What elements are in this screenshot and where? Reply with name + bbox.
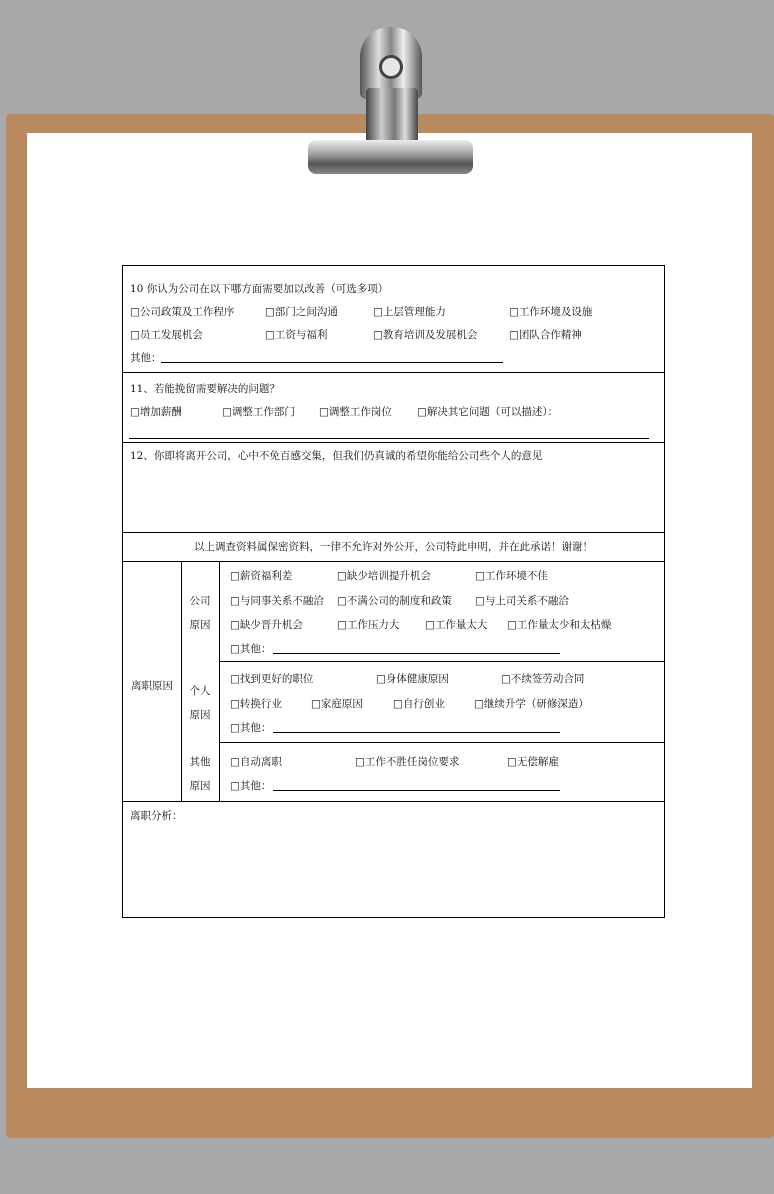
q10-option[interactable]: □部门之间沟通 [265, 306, 338, 318]
company-option[interactable]: □工作量太大 [425, 619, 488, 631]
clip-hole [379, 55, 403, 79]
q10-option[interactable]: □上层管理能力 [373, 306, 446, 318]
q10-option[interactable]: □教育培训及发展机会 [373, 329, 478, 341]
divider [123, 561, 664, 562]
q11-option[interactable]: □增加薪酬 [130, 406, 182, 418]
analysis-label: 离职分析： [130, 810, 183, 822]
company-option[interactable]: □与同事关系不融洽 [230, 595, 324, 607]
divider [219, 742, 664, 743]
personal-reason-label: 原因 [189, 709, 211, 721]
q11-option[interactable]: □调整工作岗位 [319, 406, 392, 418]
clip-stem [366, 88, 418, 146]
other-option[interactable]: □工作不胜任岗位要求 [355, 756, 460, 768]
q11-option[interactable]: □调整工作部门 [222, 406, 295, 418]
personal-reason-label: 个人 [189, 685, 211, 697]
q10-option[interactable]: □团队合作精神 [509, 329, 582, 341]
q12-title: 12、你即将离开公司，心中不免百感交集，但我们仍真诚的希望你能给公司些个人的意见 [130, 450, 543, 462]
company-option[interactable]: □与上司关系不融洽 [475, 595, 569, 607]
divider [123, 532, 664, 533]
q11-title: 11、若能挽留需要解决的问题？ [130, 383, 280, 395]
personal-option[interactable]: □身体健康原因 [376, 673, 449, 685]
confidential-notice: 以上调查资料属保密资料，一律不允许对外公开，公司特此申明，并在此承诺！谢谢！ [194, 541, 593, 553]
other-reason-label: 其他 [189, 756, 211, 768]
other-option[interactable]: □自动离职 [230, 756, 282, 768]
divider [123, 372, 664, 373]
q10-title: 10 你认为公司在以下哪方面需要加以改善（可选多项） [130, 283, 389, 295]
other-other-label: □其他： [230, 780, 272, 792]
company-option[interactable]: □薪资福利差 [230, 570, 293, 582]
company-other-field[interactable] [273, 653, 560, 654]
q10-option[interactable]: □工作环境及设施 [509, 306, 593, 318]
company-reason-label: 原因 [189, 619, 211, 631]
company-option[interactable]: □工作量太少和太枯燥 [507, 619, 612, 631]
divider [123, 442, 664, 443]
q10-other-field[interactable] [161, 362, 503, 363]
company-option[interactable]: □缺少晋升机会 [230, 619, 303, 631]
exit-survey-form [122, 265, 665, 918]
company-other-label: □其他： [230, 643, 272, 655]
q10-other-label: 其他： [130, 352, 162, 364]
personal-option[interactable]: □自行创业 [393, 698, 445, 710]
personal-option[interactable]: □找到更好的职位 [230, 673, 314, 685]
other-option[interactable]: □无偿解雇 [507, 756, 559, 768]
company-option[interactable]: □不满公司的制度和政策 [337, 595, 452, 607]
divider [123, 801, 664, 802]
other-reason-label: 原因 [189, 780, 211, 792]
q11-option[interactable]: □解决其它问题（可以描述）： [417, 406, 559, 418]
q10-option[interactable]: □员工发展机会 [130, 329, 203, 341]
divider [219, 561, 220, 801]
q11-describe-field[interactable] [129, 438, 649, 439]
company-option[interactable]: □工作压力大 [337, 619, 400, 631]
company-reason-label: 公司 [189, 595, 211, 607]
personal-option[interactable]: □继续升学（研修深造） [474, 698, 589, 710]
personal-other-field[interactable] [273, 732, 560, 733]
other-other-field[interactable] [273, 790, 560, 791]
q10-option[interactable]: □公司政策及工作程序 [130, 306, 235, 318]
personal-option[interactable]: □转换行业 [230, 698, 282, 710]
clip-base [308, 140, 473, 174]
personal-option[interactable]: □不续签劳动合同 [501, 673, 585, 685]
divider [219, 661, 664, 662]
personal-other-label: □其他： [230, 722, 272, 734]
company-option[interactable]: □缺少培训提升机会 [337, 570, 431, 582]
company-option[interactable]: □工作环境不佳 [475, 570, 548, 582]
personal-option[interactable]: □家庭原因 [311, 698, 363, 710]
reasons-label: 离职原因 [131, 680, 173, 692]
q10-option[interactable]: □工资与福利 [265, 329, 328, 341]
